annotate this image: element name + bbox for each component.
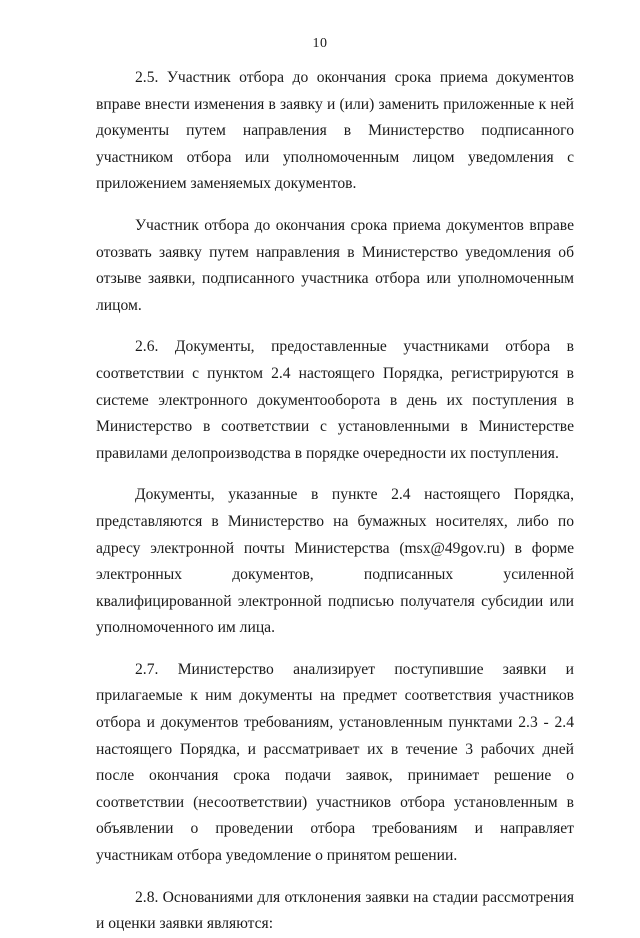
- paragraph-2-8: 2.8. Основаниями для отклонения заявки на стадии рассмотрения и оценки заявки являются:: [96, 888, 574, 933]
- page-number: 10: [312, 36, 328, 51]
- paragraph-2-6: 2.6. Документы, предоставленные участниками отбора в соответствии с пунктом 2.4 настоящего Порядка, регистрируются в системе электронного документооборота в день их поступления в Министерство в соответствии с установленными в Министерстве правилами делопроизводства в порядке очередности их поступления.: [96, 338, 574, 462]
- paragraph-2-7: 2.7. Министерство анализирует поступившие заявки и прилагаемые к ним документы на предмет соответствия участников отбора и документов требованиям, установленным пунктами 2.3 - 2.4 настоящего Порядка, и рассматривает их в течение 3 рабочих дней после окончания срока подачи заявок, принимает решение о соответствии (несоответствии) участников отбора установленным в объявлении о проведении отбора требованиям и направляет участникам отбора уведомление о принятом решении.: [96, 660, 574, 865]
- paragraph-withdraw: Участник отбора до окончания срока приема документов вправе отозвать заявку путем направления в Министерство уведомления об отзыве заявки, подписанного участника отбора или уполномоченным лицом.: [96, 216, 574, 314]
- paragraph-documents-submission: Документы, указанные в пункте 2.4 настоящего Порядка, представляются в Министерство на бумажных носителях, либо по адресу электронной почты Министерства (msx@49gov.ru) в форме электронных документов, подписанных усиленной квалифицированной электронной подписью получателя субсидии или уполномоченного им лица.: [96, 486, 574, 637]
- document-body: [96, 65, 574, 938]
- paragraph-2-5: 2.5. Участник отбора до окончания срока приема документов вправе внести изменения в заявку и (или) заменить приложенные к ней документы путем направления в Министерство подписанного участником отбора или уполномоченным лицом уведомления с приложением заменяемых документов.: [96, 69, 574, 193]
